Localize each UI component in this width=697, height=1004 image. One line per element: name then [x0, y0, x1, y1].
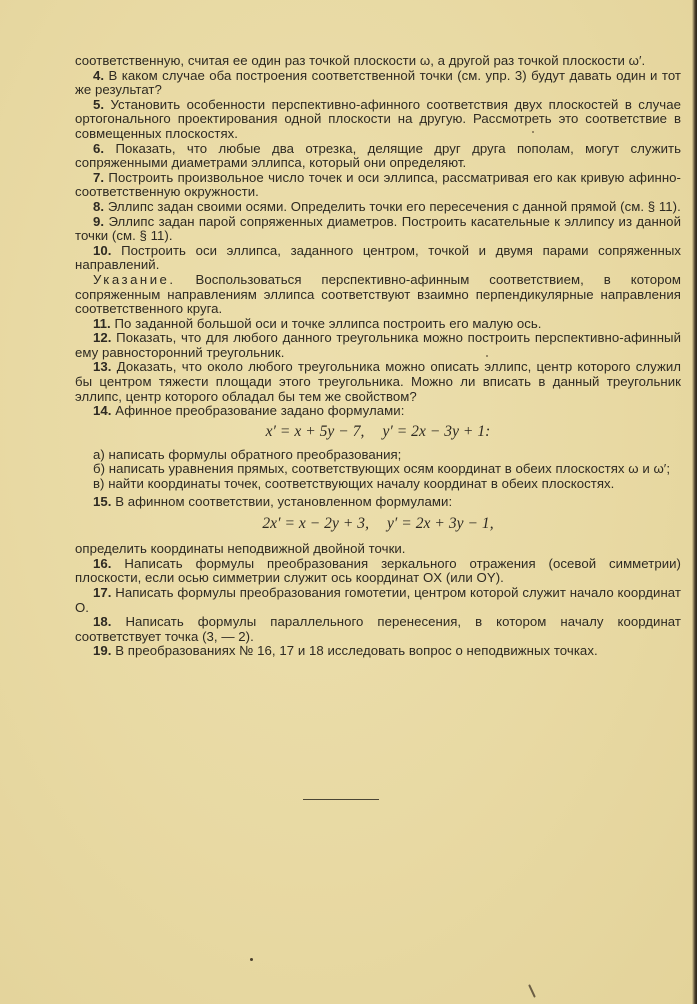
hint-label: Указание.	[93, 271, 176, 287]
exercise-19: 19. В преобразованиях № 16, 17 и 18 исследовать вопрос о неподвижных точках.	[93, 643, 598, 659]
exercise-16: 16. Написать формулы преобразования зеркального отражения (осевой симметрии) плоскости, если осью симметрии служит ось координат OX (или OY).	[75, 555, 681, 586]
hint-paragraph: Указание. Воспользоваться перспективно-афинным соответствием, в котором сопряженным направлениям эллипса соответствуют взаимно перпендикулярные направления соответственного круга.	[75, 271, 681, 317]
exercise-18: 18. Написать формулы параллельного перенесения, в котором началу координат соответствует точка (3, — 2).	[75, 614, 681, 644]
exercise-14: 14. Афинное преобразование задано формулами:	[93, 403, 405, 419]
exercise-10: 10. Построить оси эллипса, заданного центром, точкой и двумя парами сопряженных направлений.	[75, 242, 681, 273]
exercise-4: 4. В каком случае оба построения соответственной точки (см. упр. 3) будут давать один и тот же результат?	[75, 67, 682, 98]
section-end-rule	[303, 799, 379, 800]
exercise-9: 9. Эллипс задан парой сопряженных диаметров. Построить касательные к эллипсу из данной точки (см. § 11).	[75, 213, 681, 244]
formula-15: 2x′ = x − 2y + 3, y′ = 2x + 3y − 1,	[262, 515, 494, 533]
paper-speck	[486, 355, 488, 357]
exercise-15: 15. В афинном соответствии, установленном формулами:	[93, 493, 453, 509]
exercise-7: 7. Построить произвольное число точек и оси эллипса, рассматривая его как кривую афинно-соответственную окружности.	[75, 169, 681, 200]
formula-14: x′ = x + 5y − 7, y′ = 2x − 3y + 1:	[265, 422, 491, 440]
continuation-paragraph: соответственную, считая ее один раз точкой плоскости ω, а другой раз точкой плоскости ω′.	[75, 53, 646, 68]
exercise-11: 11. По заданной большой оси и точке эллипса построить его малую ось.	[93, 315, 542, 331]
paper-speck	[532, 131, 534, 133]
exercise-6: 6. Показать, что любые два отрезка, делящие друг друга пополам, могут служить сопряженными диаметрами эллипса, который они определяют.	[75, 140, 681, 171]
item-14b: б) написать уравнения прямых, соответствующих осям координат в обеих плоскостях ω и ω′;	[93, 461, 671, 477]
exercise-13: 13. Доказать, что около любого треугольника можно описать эллипс, центр которого служил бы центром тяжести площади этого треугольника. Можно ли вписать в данный треугольник эллипс, центр которого обладал бы тем же свойством?	[75, 359, 681, 404]
exercise-8: 8. Эллипс задан своими осями. Определить точки его пересечения с данной прямой (см. § 11).	[93, 198, 681, 214]
page-text	[75, 54, 681, 659]
exercise-15-tail: определить координаты неподвижной двойной точки.	[75, 541, 406, 557]
exercise-17: 17. Написать формулы преобразования гомотетии, центром которой служит начало координат O.	[75, 585, 681, 615]
paper-speck	[250, 958, 253, 961]
exercise-12: 12. Показать, что для любого данного треугольника можно построить перспективно-афинный ему равносторонний треугольник.	[75, 330, 682, 360]
item-14c: в) найти координаты точек, соответствующих началу координат в обеих плоскостях.	[93, 476, 615, 492]
item-14a: а) написать формулы обратного преобразования;	[93, 446, 402, 462]
paper-speck	[528, 984, 536, 998]
page-edge	[692, 0, 697, 1004]
exercise-5: 5. Установить особенности перспективно-афинного соответствия двух плоскостей в случае ортогонального проектирования одной плоскости на другую. Рассмотреть это соответствие в совмещенных плоскостях.	[75, 96, 681, 141]
